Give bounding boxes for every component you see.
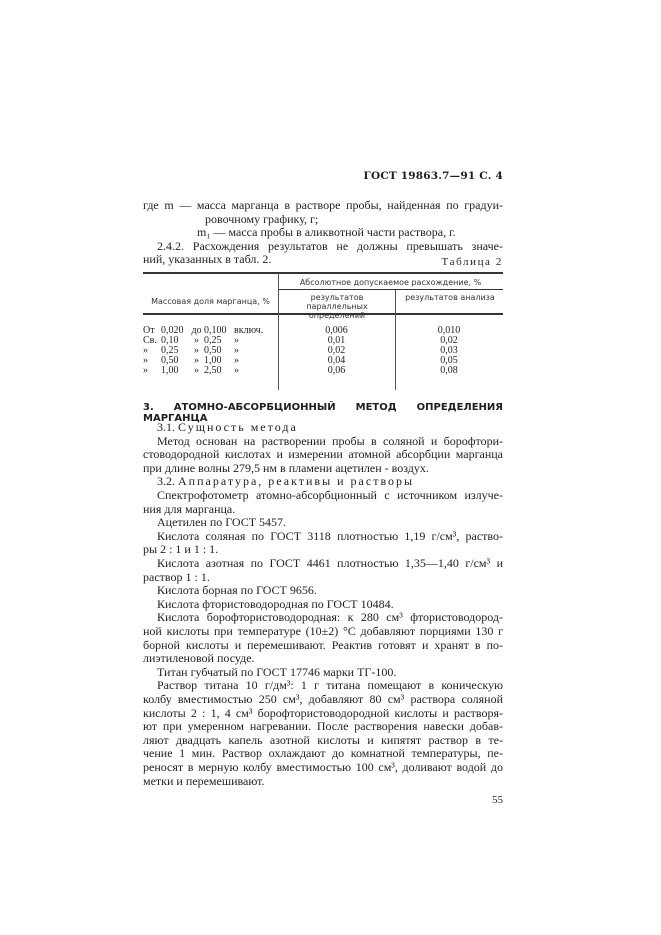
text-line: кислоты 2 : 1, 4 см³ борофтористоводородной кислоты и растворя- — [143, 705, 503, 720]
cell-parallel: 0,04 — [327, 355, 346, 366]
cell-mid: до — [191, 325, 202, 336]
cell-parallel: 0,02 — [327, 345, 346, 356]
table-top-rule — [143, 272, 503, 274]
cell-from: 0,50 — [161, 355, 179, 366]
cell-from: 0,020 — [161, 325, 184, 336]
cell-suffix: » — [234, 365, 239, 376]
subsection-title-text: Сущность метода — [178, 420, 298, 434]
text-line: m₁ — масса пробы в аликвотной части раствора, г. — [197, 225, 456, 240]
text-line: реносят в мерную колбу вместимостью 100 см³, доливают водой до — [143, 760, 503, 774]
cell-to: 0,50 — [204, 345, 222, 356]
text-line: 2.4.2. Расхождения результатов не должны превышать значе- — [157, 238, 503, 253]
text-line: ния для марганца. — [143, 501, 236, 516]
text-line: при длине волны 279,5 нм в пламени ацетилен - воздух. — [143, 460, 429, 475]
cell-prefix: » — [143, 365, 148, 376]
text-line: ры 2 : 1 и 1 : 1. — [143, 542, 219, 557]
cell-analysis: 0,010 — [437, 325, 461, 336]
text-line: метки и перемешивают. — [143, 773, 265, 788]
cell-mid: » — [194, 355, 199, 366]
text-line: борной кислоты и перемешивают. Реактив готовят и хранят в по- — [143, 637, 503, 652]
cell-parallel: 0,06 — [327, 365, 346, 376]
cell-from: 0,25 — [161, 345, 179, 356]
text-line: ляют двадцать капель азотной кислоты и кипятят раствор в те- — [143, 732, 503, 747]
cell-suffix: » — [234, 335, 239, 346]
text-line: Кислота фтористоводородная по ГОСТ 10484. — [157, 596, 394, 611]
cell-prefix: » — [143, 355, 148, 366]
text-line: раствор 1 : 1. — [143, 569, 210, 584]
text-line: лиэтиленовой посуде. — [143, 651, 255, 666]
text-line: Кислота соляная по ГОСТ 3118 плотностью 1,19 г/см³, раство- — [157, 528, 503, 543]
cell-prefix: Св. — [143, 335, 157, 346]
text-line: Спектрофотометр атомно-абсорбционный с источником излуче- — [157, 488, 503, 502]
cell-analysis: 0,03 — [440, 345, 458, 356]
column-header-parallel: результатов параллельных определений — [306, 293, 368, 320]
cell-analysis: 0,02 — [440, 335, 458, 346]
subsection-title-text: Аппаратура, реактивы и растворы — [178, 474, 415, 489]
cell-from: 1,00 — [161, 365, 179, 376]
cell-to: 0,100 — [204, 325, 227, 336]
cell-mid: » — [194, 345, 199, 356]
cell-prefix: » — [143, 345, 148, 356]
cell-suffix: включ. — [234, 325, 264, 336]
cell-parallel: 0,006 — [325, 325, 348, 336]
subsection-number: 3.2. — [157, 474, 175, 489]
table-caption: Таблица 2 — [441, 256, 503, 268]
cell-suffix: » — [234, 355, 239, 366]
text-line: Кислота борная по ГОСТ 9656. — [157, 583, 317, 598]
cell-to: 1,00 — [204, 355, 222, 366]
cell-mass-fraction-range — [143, 366, 277, 376]
cell-to: 0,25 — [204, 335, 222, 346]
subsection-title — [143, 421, 503, 435]
column-group-header: Абсолютное допускаемое расхождение, % — [299, 278, 482, 287]
text-line: где m — масса марганца в растворе пробы, найденная по градуи- — [143, 198, 503, 212]
text-line: Метод основан на растворении пробы в соляной и борофтори- — [157, 433, 503, 448]
cell-analysis: 0,05 — [440, 355, 458, 366]
cell-prefix: От — [143, 325, 155, 336]
text-line: ют при умеренном нагревании. После растворения навески добав- — [143, 719, 503, 734]
subsection-title — [143, 475, 503, 489]
cell-mid: » — [194, 335, 199, 346]
table-subheader-rule — [278, 289, 503, 290]
text-line: ровочному графику, г; — [205, 211, 319, 226]
text-line: Титан губчатый по ГОСТ 17746 марки ТГ-100. — [157, 664, 397, 679]
cell-mid: » — [194, 365, 199, 376]
cell-parallel: 0,01 — [327, 335, 346, 346]
cell-analysis: 0,08 — [440, 365, 458, 376]
text-line: Кислота борофтористоводородная: к 280 см³ фтористоводород- — [157, 610, 503, 625]
page-number: 55 — [492, 794, 503, 806]
text-line: Кислота азотная по ГОСТ 4461 плотностью 1,35—1,40 г/см³ и — [157, 556, 503, 570]
text-line: Раствор титана 10 г/дм³: 1 г титана помещают в коническую — [157, 678, 503, 693]
column-header-analysis: результатов анализа — [405, 293, 495, 302]
text-line: Ацетилен по ГОСТ 5457. — [157, 515, 287, 530]
cell-suffix: » — [234, 345, 239, 356]
text-line: чение 1 мин. Раствор охлаждают до комнатной температуры, пе- — [143, 746, 503, 761]
page-header: ГОСТ 19863.7—91 С. 4 — [363, 170, 503, 182]
text-line: стоводородной кислотах и измерении атомной абсорбции марганца — [143, 447, 503, 462]
text-line: ной кислоты при температуре (10±2) °С добавляют порциями 130 г — [143, 624, 503, 638]
subsection-number: 3.1. — [157, 420, 175, 434]
text-line: ний, указанных в табл. 2. — [143, 252, 272, 267]
column-header-mass-fraction: Массовая доля марганца, % — [151, 297, 270, 306]
cell-from: 0,10 — [161, 335, 179, 346]
cell-to: 2,50 — [204, 365, 222, 376]
text-line: колбу вместимостью 250 см³, добавляют 80 см³ раствора соляной — [143, 692, 503, 706]
section-heading: 3. АТОМНО-АБСОРБЦИОННЫЙ МЕТОД ОПРЕДЕЛЕНИЯ МАРГАНЦА — [143, 402, 503, 424]
